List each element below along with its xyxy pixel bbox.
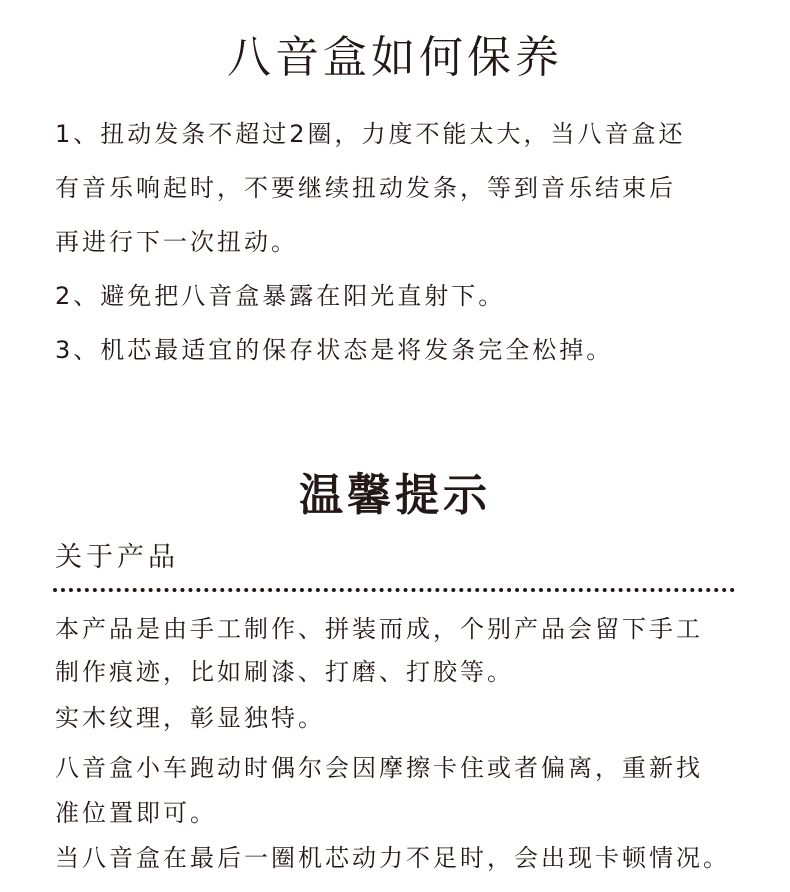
care-line-5: 3、机芯最适宜的保存状态是将发条完全松掉。 [55,336,614,364]
about-product-heading: 关于产品 [55,542,179,573]
tips-line-1: 本产品是由手工制作、拼装而成，个别产品会留下手工 [55,615,703,643]
care-title: 八音盒如何保养 [227,32,563,83]
tips-line-3: 实木纹理，彰显独特。 [55,704,325,732]
tips-line-2: 制作痕迹，比如刷漆、打磨、打胶等。 [55,658,514,686]
care-line-1: 1、扭动发条不超过2圈，力度不能太大，当八音盒还 [55,120,686,148]
tips-line-5: 准位置即可。 [55,799,217,827]
care-line-3: 再进行下一次扭动。 [55,228,298,256]
care-line-2: 有音乐响起时，不要继续扭动发条，等到音乐结束后 [55,174,676,202]
care-line-4: 2、避免把八音盒暴露在阳光直射下。 [55,282,506,310]
dotted-divider [53,588,735,592]
tips-line-4: 八音盒小车跑动时偶尔会因摩擦卡住或者偏离，重新找 [55,754,703,782]
tips-title: 温馨提示 [299,470,491,521]
tips-line-6: 当八音盒在最后一圈机芯动力不足时，会出现卡顿情况。 [55,844,730,872]
